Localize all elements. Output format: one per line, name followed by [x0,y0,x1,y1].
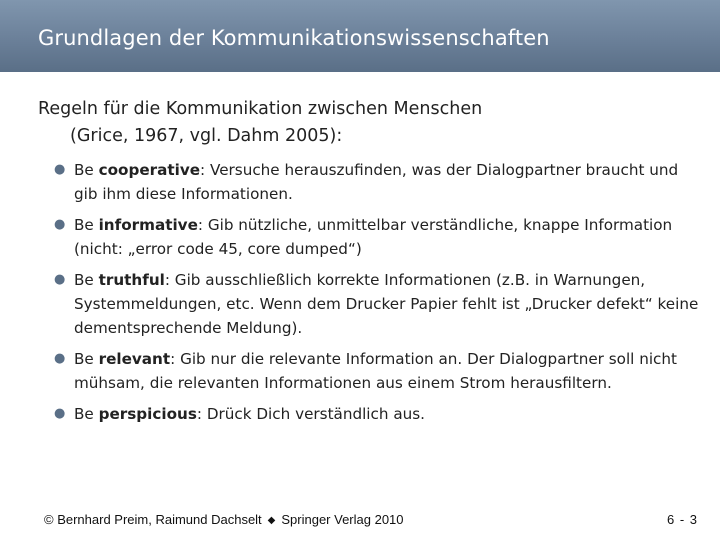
list-item [54,402,704,426]
bullet-prefix: Be [74,161,99,179]
list-item [54,347,704,395]
slide-title: Grundlagen der Kommunikationswissenschaften [38,26,550,50]
footer-authors: © Bernhard Preim, Raimund Dachselt [44,512,262,527]
intro-text [38,96,698,150]
bullet-keyword: informative [98,216,198,234]
bullet-text: : Gib nützliche, unmittelbar verständliche, knappe Information (nicht: „error code 45, core dumped“) [74,216,673,258]
bullet-text: : Gib nur die relevante Information an. Der Dialogpartner soll nicht mühsam, die relevanten Informationen aus einem Strom herausfiltern. [74,350,677,392]
list-item [54,268,704,340]
list-item [54,213,704,261]
bullet-icon: ● [54,351,66,366]
bullet-prefix: Be [74,350,99,368]
bullet-text: : Drück Dich verständlich aus. [196,405,426,423]
bullet-text: : Gib ausschließlich korrekte Informationen (z.B. in Warnungen, Systemmeldungen, etc. Wenn dem Drucker Papier fehlt ist „Drucker defekt“ keine dementsprechende Meldung). [74,271,699,337]
footer-credits [44,512,404,527]
intro-line-2: (Grice, 1967, vgl. Dahm 2005): [70,126,343,146]
intro-line-1: Regeln für die Kommunikation zwischen Menschen [38,99,483,119]
rules-list [54,158,704,433]
bullet-keyword: truthful [98,271,165,289]
bullet-prefix: Be [74,216,99,234]
bullet-text: : Versuche herauszufinden, was der Dialogpartner braucht und gib ihm diese Informationen. [74,161,679,203]
footer-publisher: Springer Verlag 2010 [281,512,404,527]
bullet-keyword: cooperative [98,161,201,179]
bullet-keyword: perspicious [98,405,197,423]
bullet-icon: ● [54,217,66,232]
diamond-icon: ◆ [267,515,276,526]
bullet-icon: ● [54,272,66,287]
page-number: 6 - 3 [666,512,698,527]
bullet-keyword: relevant [98,350,171,368]
bullet-prefix: Be [74,405,99,423]
bullet-prefix: Be [74,271,99,289]
slide-header [0,0,720,72]
list-item [54,158,704,206]
bullet-icon: ● [54,406,66,421]
bullet-icon: ● [54,162,66,177]
